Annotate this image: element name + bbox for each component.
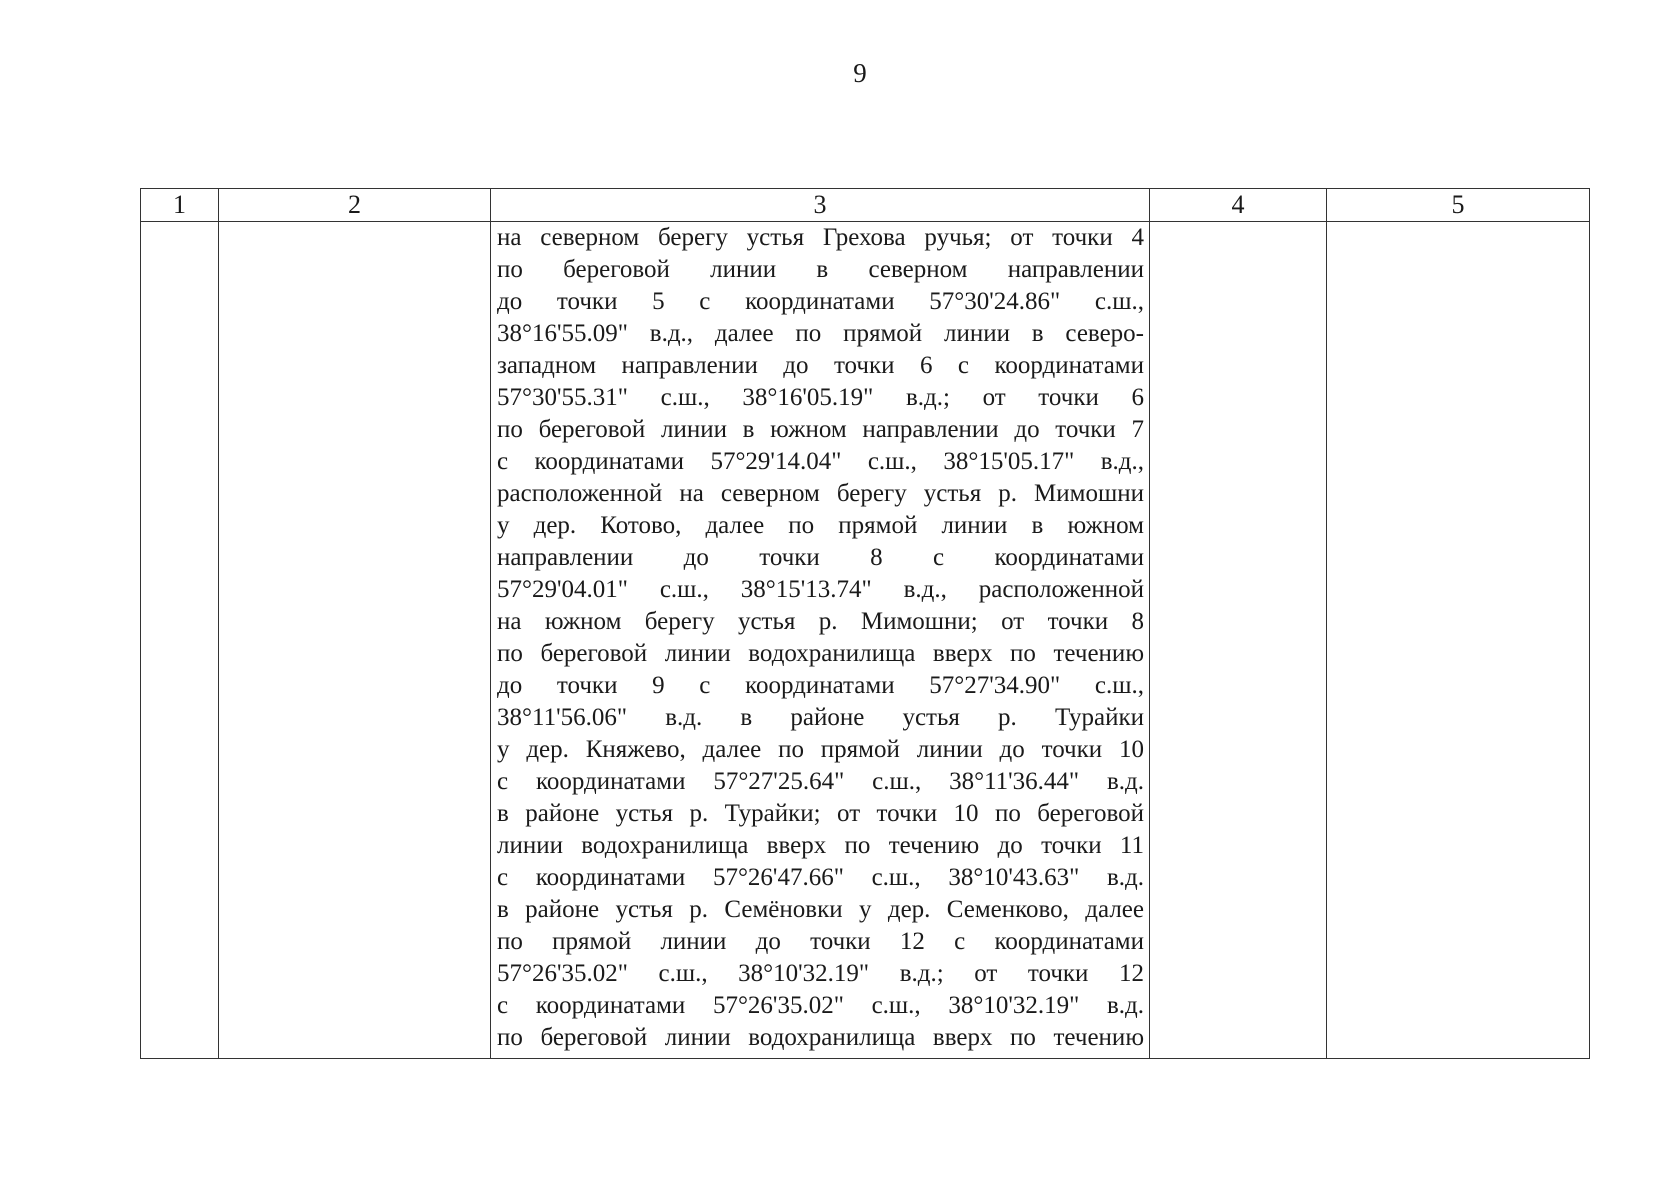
- description-line: линии водохранилища вверх по течению до точки 11: [497, 832, 1144, 859]
- cell-col4: [1150, 222, 1327, 1059]
- description-line: 57°26'35.02" с.ш., 38°10'32.19" в.д.; от точки 12: [497, 960, 1144, 987]
- page-number: 9: [853, 58, 867, 88]
- description-line: с координатами 57°26'47.66" с.ш., 38°10'43.63" в.д.: [497, 864, 1144, 891]
- cell-col5: [1327, 222, 1590, 1059]
- description-line: до точки 5 с координатами 57°30'24.86" с.ш.,: [497, 288, 1144, 315]
- column-header-2: 2: [219, 189, 491, 222]
- description-line: по прямой линии до точки 12 с координатами: [497, 928, 1144, 955]
- description-line: по береговой линии водохранилища вверх по течению: [497, 640, 1144, 667]
- description-line: по береговой линии в южном направлении до точки 7: [497, 416, 1144, 443]
- column-header-3: 3: [491, 189, 1150, 222]
- description-line: в районе устья р. Семёновки у дер. Семенково, далее: [497, 896, 1144, 923]
- description-line: 57°29'04.01" с.ш., 38°15'13.74" в.д., расположенной: [497, 576, 1144, 603]
- description-line: до точки 9 с координатами 57°27'34.90" с.ш.,: [497, 672, 1144, 699]
- table-header-row: [141, 189, 1590, 222]
- description-line: на южном берегу устья р. Мимошни; от точки 8: [497, 608, 1144, 635]
- description-line: по береговой линии в северном направлении: [497, 256, 1144, 283]
- description-line: 38°11'56.06" в.д. в районе устья р. Турайки: [497, 704, 1144, 731]
- description-line: с координатами 57°27'25.64" с.ш., 38°11'36.44" в.д.: [497, 768, 1144, 795]
- boundary-description: [491, 222, 1149, 1054]
- boundary-table: [140, 188, 1590, 1059]
- description-line: направлении до точки 8 с координатами: [497, 544, 1144, 571]
- column-header-4: 4: [1150, 189, 1327, 222]
- description-line: у дер. Княжево, далее по прямой линии до точки 10: [497, 736, 1144, 763]
- description-line: западном направлении до точки 6 с координатами: [497, 352, 1144, 379]
- description-line: у дер. Котово, далее по прямой линии в южном: [497, 512, 1144, 539]
- description-line: с координатами 57°29'14.04" с.ш., 38°15'05.17" в.д.,: [497, 448, 1144, 475]
- description-line: по береговой линии водохранилища вверх по течению: [497, 1024, 1144, 1051]
- description-line: 38°16'55.09" в.д., далее по прямой линии в северо-: [497, 320, 1144, 347]
- description-line: в районе устья р. Турайки; от точки 10 по береговой: [497, 800, 1144, 827]
- cell-col3-description: [491, 222, 1150, 1059]
- description-line: расположенной на северном берегу устья р. Мимошни: [497, 480, 1144, 507]
- table-row: [141, 222, 1590, 1059]
- description-line: 57°30'55.31" с.ш., 38°16'05.19" в.д.; от точки 6: [497, 384, 1144, 411]
- description-line: с координатами 57°26'35.02" с.ш., 38°10'32.19" в.д.: [497, 992, 1144, 1019]
- column-header-1: 1: [141, 189, 219, 222]
- cell-col1: [141, 222, 219, 1059]
- description-line: на северном берегу устья Грехова ручья; от точки 4: [497, 224, 1144, 251]
- column-header-5: 5: [1327, 189, 1590, 222]
- cell-col2: [219, 222, 491, 1059]
